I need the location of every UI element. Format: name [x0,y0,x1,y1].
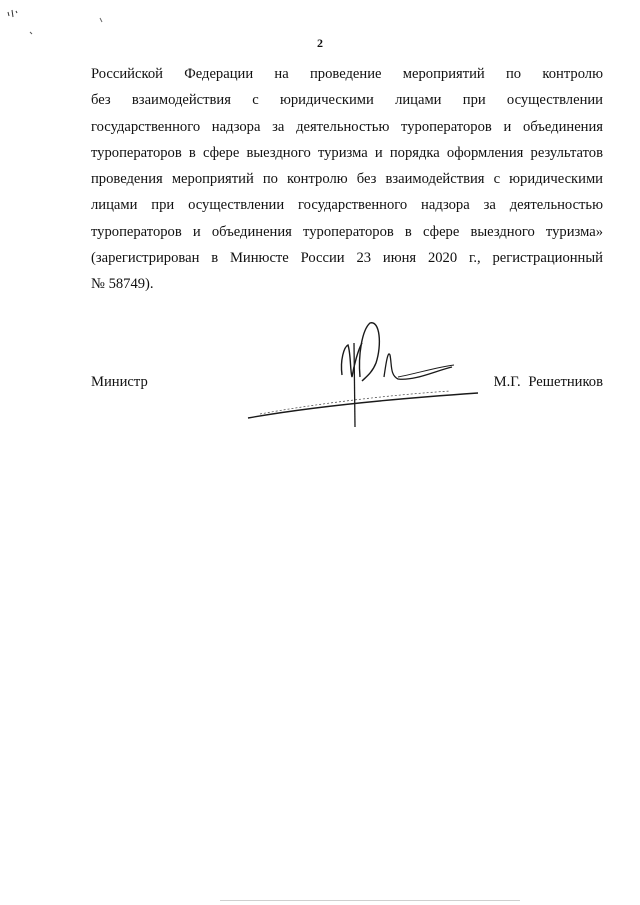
paragraph-line: проведения мероприятий по контролю без взаимодействия с юридическими [91,171,603,188]
handwritten-signature-icon [240,315,480,435]
paragraph-line: без взаимодействия с юридическими лицами при осуществлении [91,92,603,109]
paragraph-line: туроператоров в сфере выездного туризма и порядка оформления результатов [91,144,603,161]
signer-title: Министр [91,374,148,390]
body-paragraph [91,61,603,298]
signer-name: М.Г. Решетников [493,374,603,390]
paragraph-line: лицами при осуществлении государственного надзора за деятельностью [91,197,603,214]
paragraph-line: туроператоров и объединения туроператоров в сфере выездного туризма» [91,223,603,240]
paragraph-line: (зарегистрирован в Минюсте России 23 июня 2020 г., регистрационный [91,250,603,267]
page-number: 2 [317,36,323,50]
paragraph-line: № 58749). [91,276,154,293]
scan-edge-line [220,900,520,901]
paragraph-line: Российской Федерации на проведение мероприятий по контролю [91,66,603,82]
paragraph-line: государственного надзора за деятельностью туроператоров и объединения [91,118,603,135]
